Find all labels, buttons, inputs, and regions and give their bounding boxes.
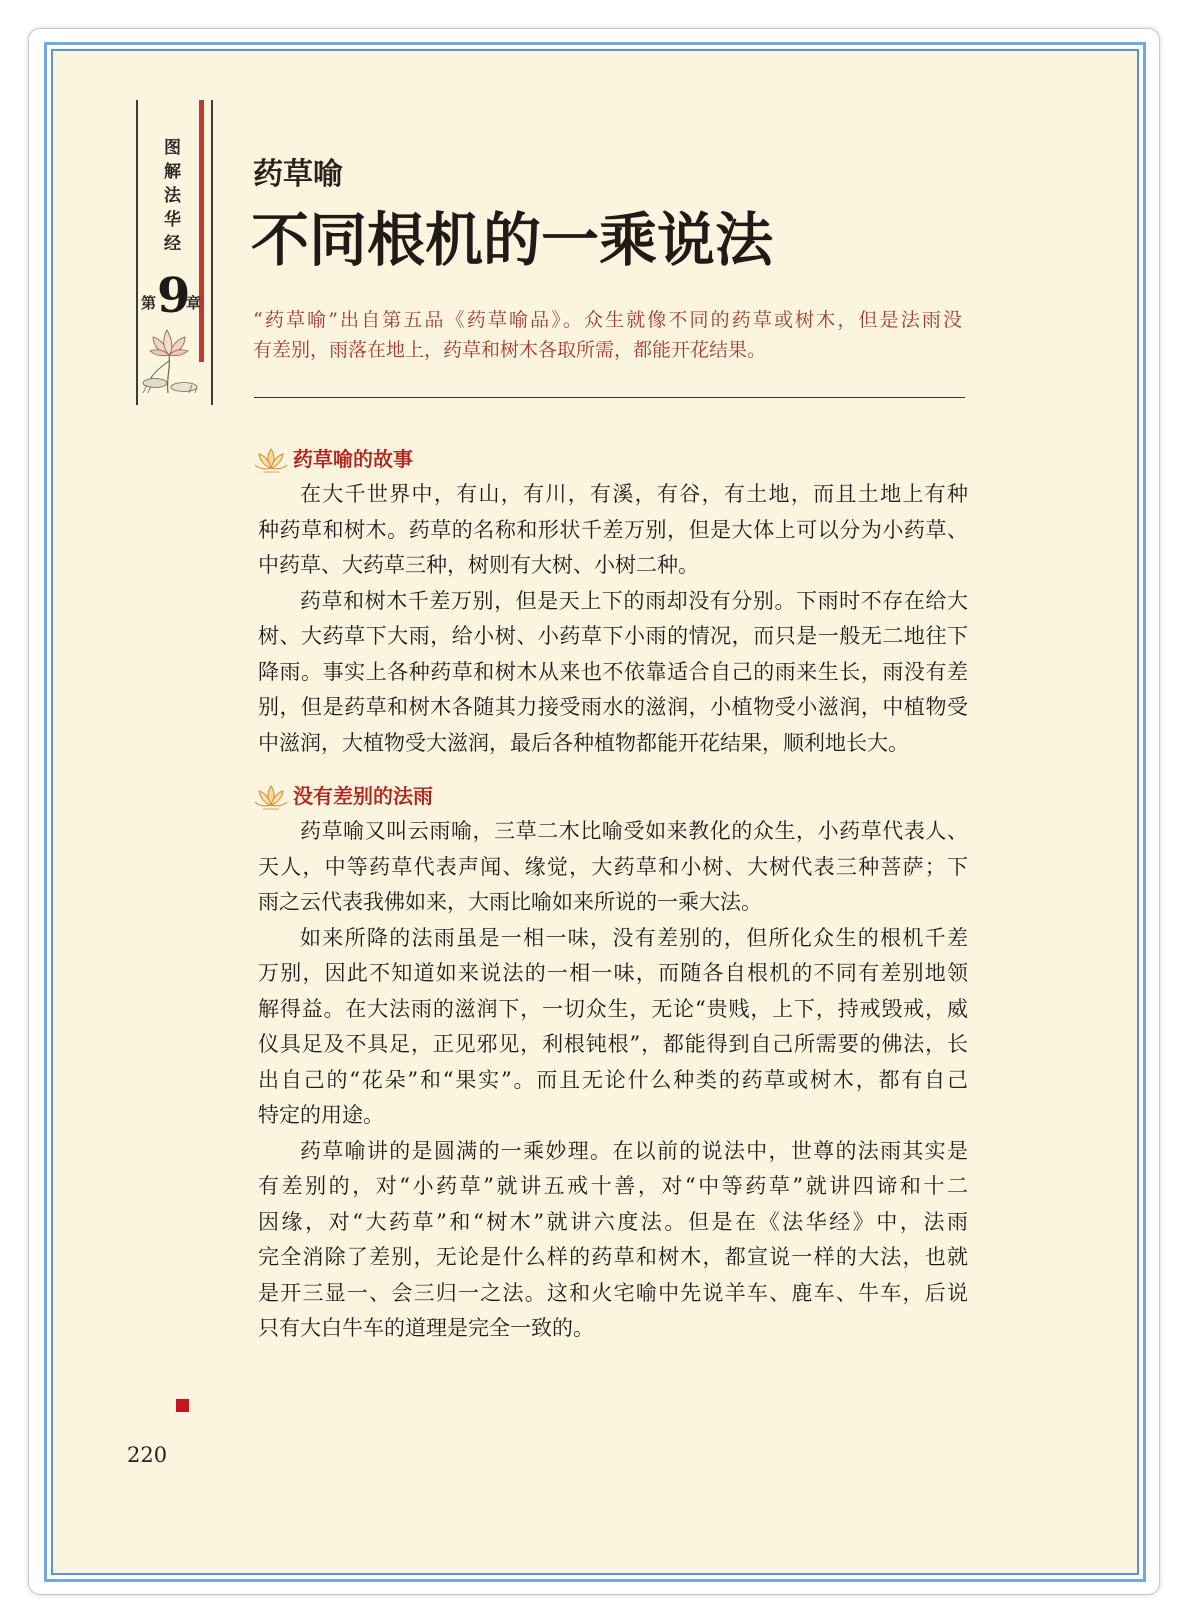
chapter-prefix: 第 [141, 294, 157, 312]
paragraph-line: 特定的用途。 [258, 1103, 384, 1127]
paragraph-line: 仪具足及不具足，正见邪见，利根钝根”，都能得到自己所需要的佛法，长 [258, 1032, 968, 1056]
paragraph-line: 是开三显一、会三归一之法。这和火宅喻中先说羊车、鹿车、牛车，后说 [258, 1280, 968, 1305]
paragraph-line: 解得益。在大法雨的滋润下，一切众生，无论“贵贱，上下，持戒毁戒，威 [258, 996, 968, 1021]
paragraph-line: 因缘，对“大药草”和“树木”就讲六度法。但是在《法华经》中，法雨 [258, 1209, 968, 1234]
intro-line: “药草喻”出自第五品《药草喻品》。众生就像不同的药草或树木，但是法雨没 [253, 309, 962, 331]
intro-text [253, 305, 962, 365]
chapter-kicker: 药草喻 [253, 157, 343, 192]
paragraph-line: 中滋润，大植物受大滋润，最后各种植物都能开花结果，顺利地长大。 [258, 730, 909, 755]
paragraph-line: 药草喻又叫云雨喻，三草二木比喻受如来教化的众生，小药草代表人、 [300, 819, 968, 843]
paragraph-line: 树、大药草下大雨，给小树、小药草下小雨的情况，而只是一般无二地往下 [258, 624, 968, 648]
chapter-suffix: 章 [186, 294, 202, 312]
paragraph-line: 天人，中等药草代表声闻、缘觉，大药草和小树、大树代表三种菩萨；下 [258, 854, 968, 879]
side-tab-right-line [211, 100, 213, 405]
section-heading-text: 没有差别的法雨 [293, 784, 433, 808]
paragraph-line: 如来所降的法雨虽是一相一味，没有差别的，但所化众生的根机千差 [300, 925, 968, 950]
paragraph-line: 完全消除了差别，无论是什么样的药草和树木，都宣说一样的大法，也就 [258, 1245, 968, 1269]
paragraph-line: 出自己的“花朵”和“果实”。而且无论什么种类的药草或树木，都有自己 [258, 1067, 968, 1092]
section-dharma-rain [258, 779, 968, 1347]
paragraph-line: 药草和树木千差万别，但是天上下的雨却没有分别。下雨时不存在给大 [300, 588, 968, 613]
paragraph-line: 中药草、大药草三种，树则有大树、小树二种。 [258, 553, 699, 577]
section-story [258, 442, 968, 761]
side-tab-red-bar [199, 100, 204, 362]
paragraph-line: 雨之云代表我佛如来，大雨比喻如来所说的一乘大法。 [258, 890, 762, 914]
page-number: 220 [127, 1443, 168, 1467]
lotus-icon [253, 446, 289, 474]
paragraph-line: 降雨。事实上各种药草和树木从来也不依靠适合自己的雨来生长，雨没有差 [258, 659, 968, 684]
section-heading [258, 442, 968, 477]
page-title: 不同根机的一乘说法 [251, 206, 774, 274]
side-tab-left-line [136, 100, 138, 405]
section-heading-text: 药草喻的故事 [293, 447, 413, 471]
page-marker-square [176, 1399, 189, 1412]
paragraph-line: 别，但是药草和树木各随其力接受雨水的滋润，小植物受小滋润，中植物受 [258, 695, 968, 719]
header-divider [254, 397, 965, 398]
book-title-vertical: 图解法华经 [160, 138, 180, 258]
paragraph-line: 药草喻讲的是圆满的一乘妙理。在以前的说法中，世尊的法雨其实是 [300, 1138, 968, 1163]
lotus-icon [139, 325, 201, 395]
paragraph-line: 种药草和树木。药草的名称和形状千差万别，但是大体上可以分为小药草、 [258, 517, 968, 542]
paragraph-line: 万别，因此不知道如来说法的一相一味，而随各自根机的不同有差别地领 [258, 961, 968, 985]
section-heading [258, 779, 968, 814]
paragraph-line: 有差别的，对“小药草”就讲五戒十善，对“中等药草”就讲四谛和十二 [258, 1174, 968, 1198]
chapter-number: 9 [157, 268, 191, 324]
paragraph-line: 只有大白牛车的道理是完全一致的。 [258, 1316, 594, 1340]
paragraph-line: 在大千世界中，有山，有川，有溪，有谷，有土地，而且土地上有种 [300, 482, 968, 506]
lotus-icon [253, 783, 289, 811]
intro-line: 有差别，雨落在地上，药草和树木各取所需，都能开花结果。 [253, 339, 767, 361]
